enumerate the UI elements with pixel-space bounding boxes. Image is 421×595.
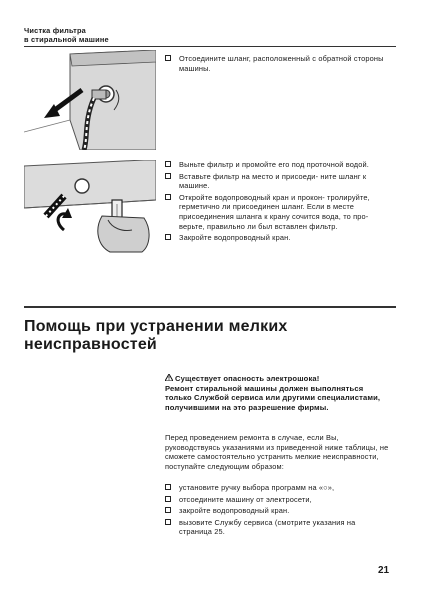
list-item: Закройте водопроводный кран. [165,233,390,243]
section-rule [24,306,396,308]
list-item: Выньте фильтр и промойте его под проточной водой. [165,160,390,170]
list-item: Отсоедините шланг, расположенный с обратной стороны машины. [165,54,390,73]
electric-shock-warning [165,374,390,412]
intro-paragraph: Перед проведением ремонта в случае, если Вы, руководствуясь указаниями из приведенной ниже таблицы, не сможете самостоятельно устранить мелкие неисправности, поступайте следующим образом: [165,433,389,471]
checkbox-bullet-icon [165,507,171,513]
filter-cleaning-heading [24,26,164,44]
list-item: отсоедините машину от электросети, [165,495,390,505]
list-item: Вставьте фильтр на место и присоеди- ните шланг к машине. [165,172,390,191]
list-item: вызовите Службу сервиса (смотрите указания на страница 25. [165,518,390,537]
checkbox-bullet-icon [165,161,171,167]
title-line-1: Помощь при устранении мелких [24,318,288,335]
heading-line-1: Чистка фильтра [24,26,86,35]
warning-title: Существует опасность электрошока! [165,374,390,384]
checkbox-bullet-icon [165,519,171,525]
page-title [24,318,384,354]
checkbox-bullet-icon [165,484,171,490]
checkbox-bullet-icon [165,194,171,200]
page-number: 21 [378,565,390,576]
title-line-2: неисправностей [24,336,157,353]
filter-cleaning-illustration [24,160,156,256]
heading-line-2: в стиральной машине [24,35,109,44]
hose-disconnect-illustration [24,50,156,150]
hose-steps-list-1 [165,54,390,75]
checkbox-bullet-icon [165,173,171,179]
warning-triangle-icon [165,374,175,384]
warning-text: Ремонт стиральной машины должен выполняться только Службой сервиса или другими специалистами, получившими на это разрешение фирмы. [165,383,381,412]
checkbox-bullet-icon [165,55,171,61]
list-item: закройте водопроводный кран. [165,506,390,516]
list-item: Откройте водопроводный кран и прокон- тролируйте, герметично ли присоединен шланг. Если в месте присоединения шланга к крану сочится вода, то про- верьте, правильно ли был вставлен фильтр. [165,193,390,231]
checkbox-bullet-icon [165,234,171,240]
repair-steps-list [165,483,390,539]
list-item: установите ручку выбора программ на «○», [165,483,390,493]
top-rule [24,46,396,47]
hose-steps-list-2 [165,160,390,245]
checkbox-bullet-icon [165,496,171,502]
